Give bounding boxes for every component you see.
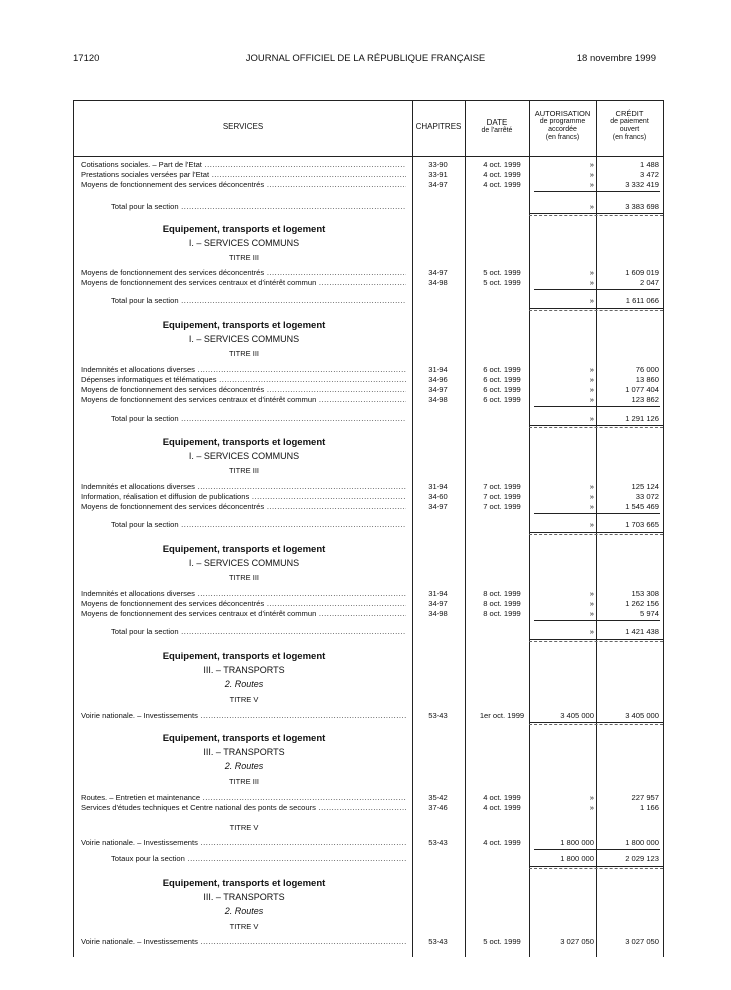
col-header-credit: CRÉDIT de paiement ouvert (en francs) xyxy=(610,109,649,141)
subtotal-rule xyxy=(534,406,660,407)
section-heading: Equipement, transports et logement xyxy=(162,544,326,555)
section-subheading: III. – TRANSPORTS xyxy=(203,747,285,757)
journal-title: JOURNAL OFFICIEL DE LA RÉPUBLIQUE FRANÇAISE xyxy=(245,53,486,64)
section-heading: Equipement, transports et logement xyxy=(162,651,326,662)
col-header-autorisation: AUTORISATION de programme accordée (en francs) xyxy=(534,109,591,141)
section-subheading: I. – SERVICES COMMUNS xyxy=(188,558,300,568)
total-row: Total pour la section ..... » 1 611 066 xyxy=(81,296,661,306)
section-heading: Equipement, transports et logement xyxy=(162,224,326,235)
total-row: Total pour la section ..... » 1 421 438 xyxy=(81,627,661,637)
section-rule xyxy=(529,310,663,311)
subtotal-rule xyxy=(534,849,660,850)
table-row: Indemnités et allocations diverses ..... 31-94 8 oct. 1999 » 153 308 xyxy=(81,589,661,599)
total-row: Total pour la section ..... » 1 291 126 xyxy=(81,414,661,424)
table-row: Indemnités et allocations diverses ..... 31-94 6 oct. 1999 » 76 000 xyxy=(81,365,661,375)
section-heading: Equipement, transports et logement xyxy=(162,733,326,744)
total-row: Totaux pour la section ..... 1 800 000 2 029 123 xyxy=(81,854,661,864)
section-rule xyxy=(529,427,663,428)
total-row: Total pour la section ..... » 1 703 665 xyxy=(81,520,661,530)
section-subheading: 2. Routes xyxy=(224,906,264,916)
table-row: Voirie nationale. – Investissements ..... 53-43 5 oct. 1999 3 027 050 3 027 050 xyxy=(81,937,661,947)
table-row: Voirie nationale. – Investissements ..... 53-43 4 oct. 1999 1 800 000 1 800 000 xyxy=(81,838,661,848)
titre-heading: TITRE III xyxy=(229,777,259,786)
table-row: Moyens de fonctionnement des services centraux et d'intérêt commun ..... 34-98 5 oct. 1999 » 2 047 xyxy=(81,278,661,288)
table-row: Services d'études techniques et Centre national des ponts de secours ..... 37-46 4 oct. 1999 » 1 166 xyxy=(81,803,661,813)
table-row: Moyens de fonctionnement des services déconcentrés ..... 34-97 8 oct. 1999 » 1 262 156 xyxy=(81,599,661,609)
section-subheading: III. – TRANSPORTS xyxy=(203,892,285,902)
page-number: 17120 xyxy=(73,53,100,64)
table-row: Moyens de fonctionnement des services déconcentrés ..... 34-97 4 oct. 1999 » 3 332 419 xyxy=(81,180,661,190)
table-row: Information, réalisation et diffusion de publications ..... 34-60 7 oct. 1999 » 33 072 xyxy=(81,492,661,502)
table-row: Dépenses informatiques et télématiques ..... 34-96 6 oct. 1999 » 13 860 xyxy=(81,375,661,385)
col-header-chapitres: CHAPITRES xyxy=(415,122,462,131)
table-row: Moyens de fonctionnement des services centraux et d'intérêt commun ..... 34-98 6 oct. 1999 » 123 862 xyxy=(81,395,661,405)
section-subheading: I. – SERVICES COMMUNS xyxy=(188,451,300,461)
titre-heading: TITRE III xyxy=(229,253,259,262)
table-row: Indemnités et allocations diverses ..... 31-94 7 oct. 1999 » 125 124 xyxy=(81,482,661,492)
table-row: Moyens de fonctionnement des services centraux et d'intérêt commun ..... 34-98 8 oct. 1999 » 5 974 xyxy=(81,609,661,619)
titre-heading: TITRE V xyxy=(229,695,259,704)
table-row: Moyens de fonctionnement des services déconcentrés ..... 34-97 7 oct. 1999 » 1 545 469 xyxy=(81,502,661,512)
table-row: Routes. – Entretien et maintenance ..... 35-42 4 oct. 1999 » 227 957 xyxy=(81,793,661,803)
total-row: Total pour la section ..... » 3 383 698 xyxy=(81,202,661,212)
section-heading: Equipement, transports et logement xyxy=(162,437,326,448)
section-rule xyxy=(529,308,663,309)
section-rule xyxy=(529,866,663,867)
section-subheading: 2. Routes xyxy=(224,761,264,771)
section-subheading: 2. Routes xyxy=(224,679,264,689)
section-rule xyxy=(529,425,663,426)
section-rule xyxy=(529,868,663,869)
subtotal-rule xyxy=(534,289,660,290)
section-heading: Equipement, transports et logement xyxy=(162,320,326,331)
section-rule xyxy=(529,215,663,216)
titre-heading: TITRE III xyxy=(229,466,259,475)
section-rule xyxy=(529,532,663,533)
publication-date: 18 novembre 1999 xyxy=(576,53,656,64)
table-row: Prestations sociales versées par l'Etat ..... 33-91 4 oct. 1999 » 3 472 xyxy=(81,170,661,180)
table-row: Cotisations sociales. – Part de l'Etat ..... 33-90 4 oct. 1999 » 1 488 xyxy=(81,160,661,170)
header-rule xyxy=(74,156,663,157)
section-rule xyxy=(529,722,663,723)
subtotal-rule xyxy=(534,513,660,514)
table-row: Voirie nationale. – Investissements ..... 53-43 1er oct. 1999 3 405 000 3 405 000 xyxy=(81,711,661,721)
col-header-services: SERVICES xyxy=(222,122,264,131)
section-subheading: III. – TRANSPORTS xyxy=(203,665,285,675)
section-subheading: I. – SERVICES COMMUNS xyxy=(188,238,300,248)
section-rule xyxy=(529,213,663,214)
titre-heading: TITRE III xyxy=(229,573,259,582)
subtotal-rule xyxy=(534,191,660,192)
table-row: Moyens de fonctionnement des services déconcentrés ..... 34-97 5 oct. 1999 » 1 609 019 xyxy=(81,268,661,278)
subtotal-rule xyxy=(534,620,660,621)
titre-heading: TITRE V xyxy=(229,823,259,832)
credits-table xyxy=(73,100,664,957)
section-heading: Equipement, transports et logement xyxy=(162,878,326,889)
col-header-date: DATE de l'arrêté xyxy=(481,118,513,134)
section-subheading: I. – SERVICES COMMUNS xyxy=(188,334,300,344)
section-rule xyxy=(529,639,663,640)
titre-heading: TITRE III xyxy=(229,349,259,358)
section-rule xyxy=(529,534,663,535)
section-rule xyxy=(529,641,663,642)
table-row: Moyens de fonctionnement des services déconcentrés ..... 34-97 6 oct. 1999 » 1 077 404 xyxy=(81,385,661,395)
section-rule xyxy=(529,724,663,725)
titre-heading: TITRE V xyxy=(229,922,259,931)
